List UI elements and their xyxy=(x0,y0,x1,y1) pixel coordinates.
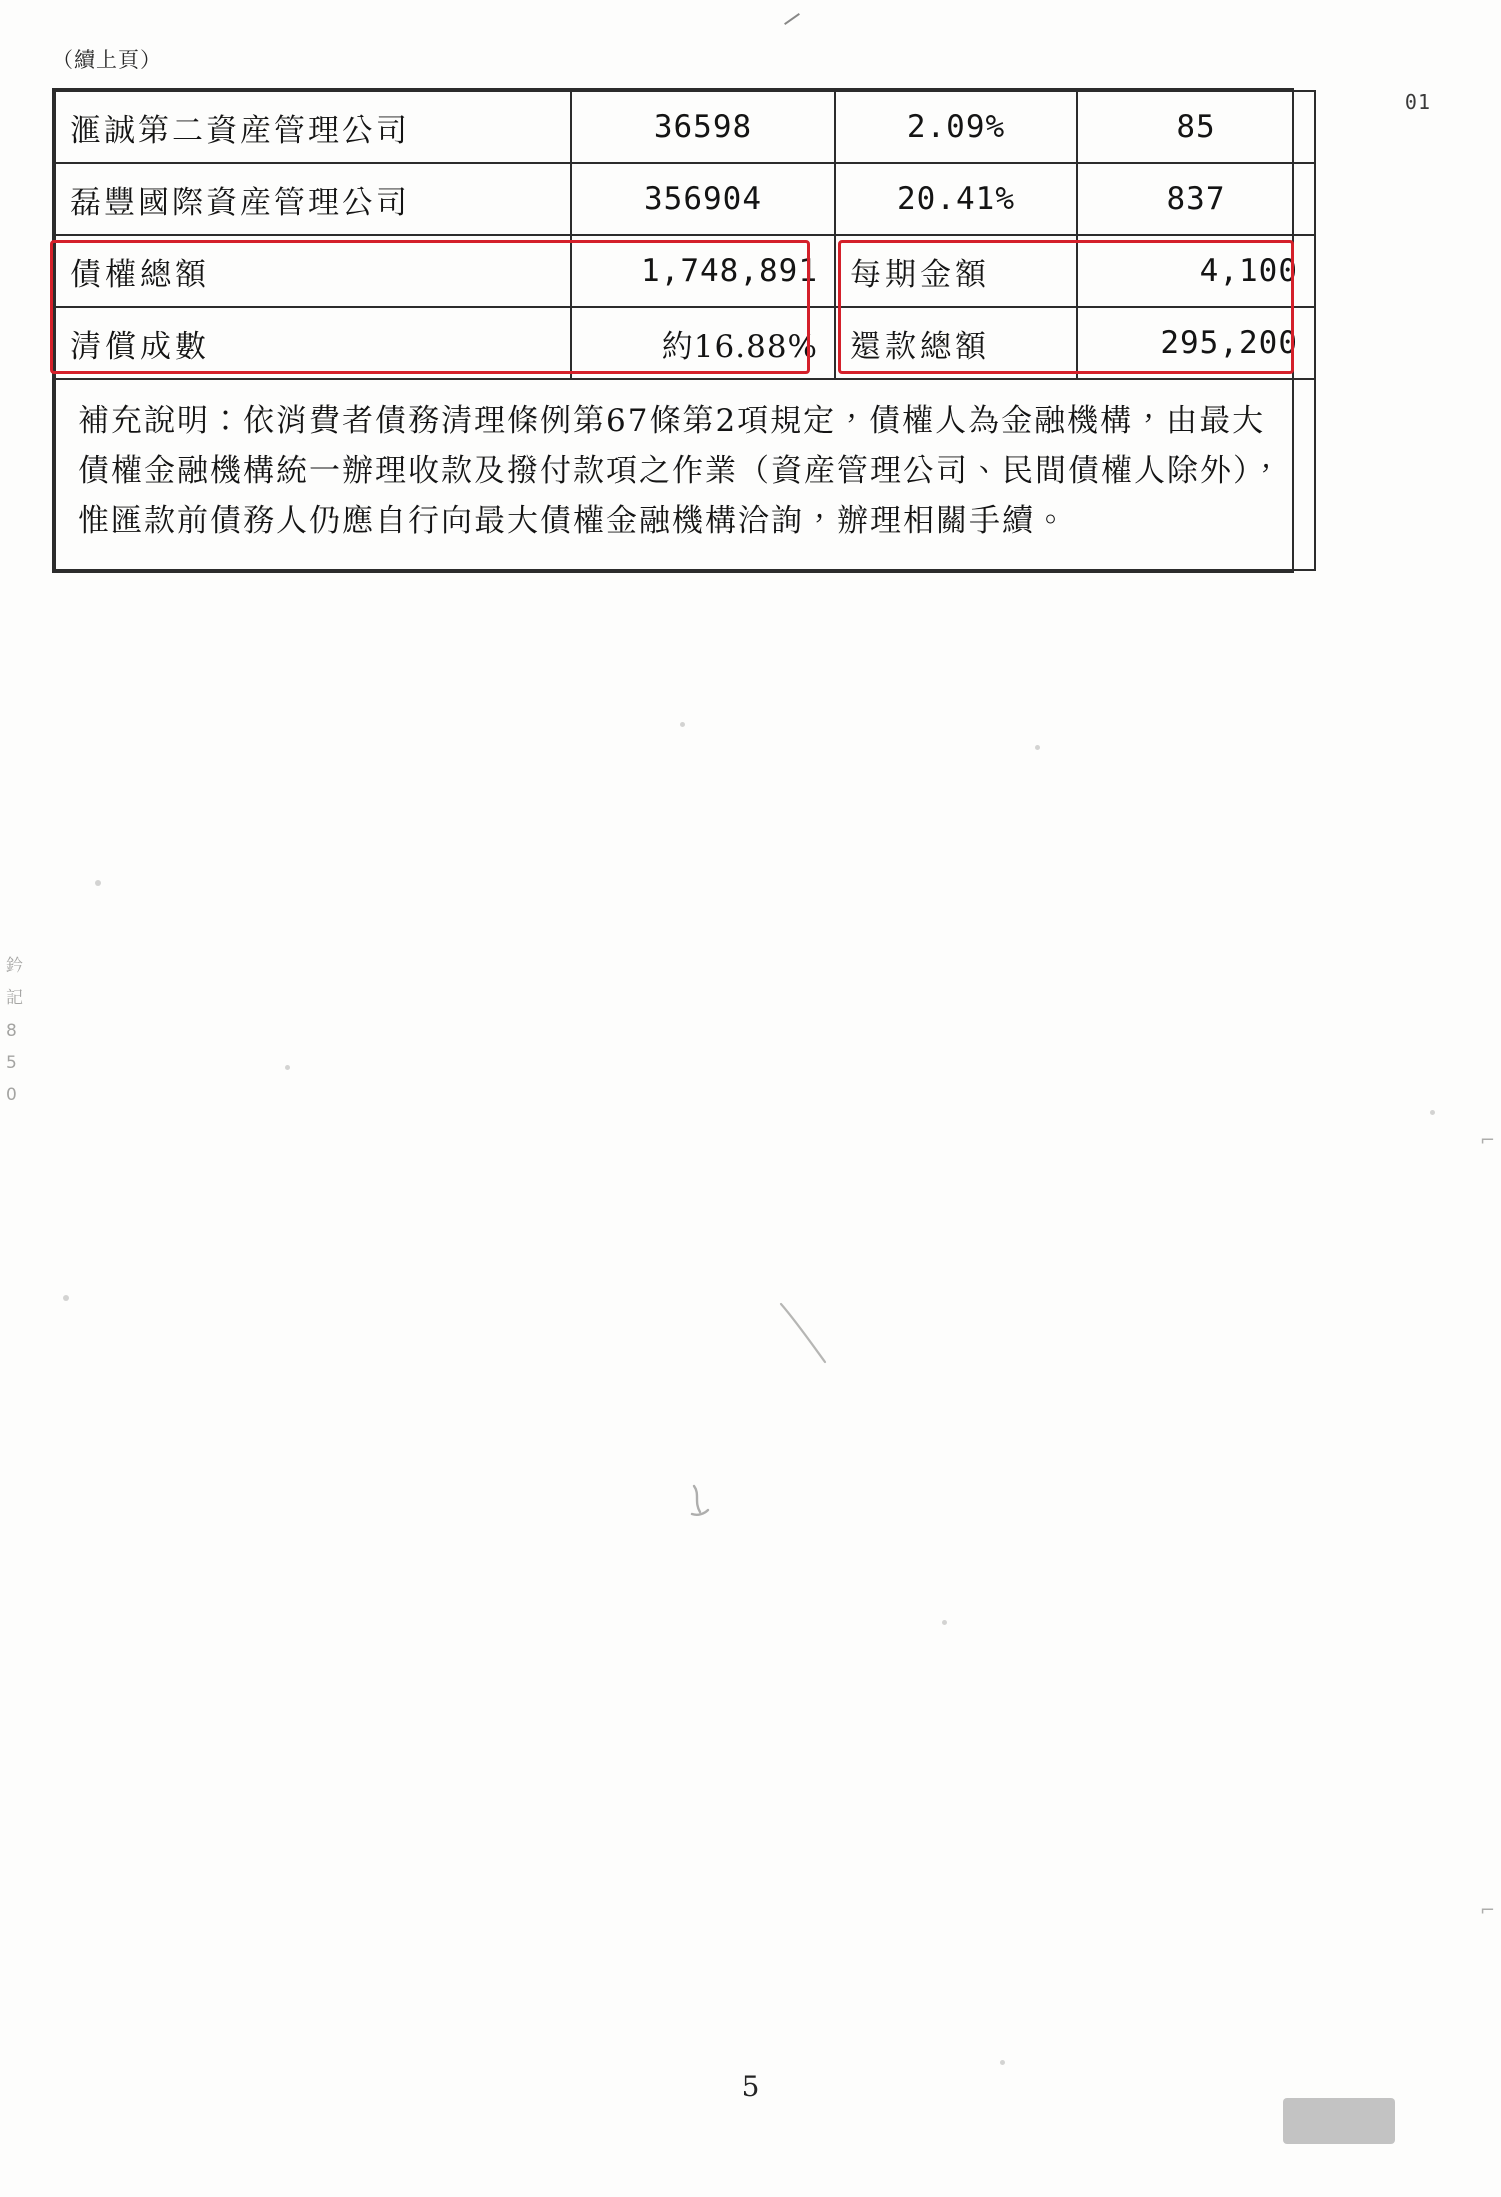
creditor-amount-cell: 36598 xyxy=(571,91,835,163)
total-claim-label: 債權總額 xyxy=(55,235,571,307)
repay-ratio-row xyxy=(55,307,1315,379)
creditor-percent-cell: 2.09% xyxy=(835,91,1077,163)
creditor-name-cell: 滙誠第二資産管理公司 xyxy=(55,91,571,163)
edge-mark-lower: ⌐ xyxy=(1479,1900,1495,1921)
creditor-percent-cell: 20.41% xyxy=(835,163,1077,235)
edge-mark-upper: ⌐ xyxy=(1479,1130,1495,1151)
note-row xyxy=(55,379,1315,570)
repay-ratio-label: 清償成數 xyxy=(55,307,571,379)
scan-corner-tick xyxy=(784,13,800,25)
creditor-summary-table xyxy=(52,88,1298,573)
creditor-count-cell: 85 xyxy=(1077,91,1315,163)
total-claim-row xyxy=(55,235,1315,307)
table-row xyxy=(55,163,1315,235)
scan-artifact-block xyxy=(1283,2098,1395,2144)
page-corner-mark: 01 xyxy=(1404,90,1431,114)
repay-ratio-value: 約16.88% xyxy=(571,307,835,379)
repay-total-label: 還款總額 xyxy=(835,307,1077,379)
supplementary-note: 補充說明：依消費者債務清理條例第67條第2項規定，債權人為金融機構，由最大債權金融機構統一辦理收款及撥付款項之作業（資産管理公司、民間債權人除外），惟匯款前債務人仍應自行向最大債權金融機構洽詢，辦理相關手續。 xyxy=(55,379,1315,570)
table-row xyxy=(55,91,1315,163)
total-claim-value: 1,748,891 xyxy=(571,235,835,307)
pen-stroke-mark xyxy=(775,1300,835,1370)
page-number: 5 xyxy=(741,2070,760,2103)
per-period-label: 每期金額 xyxy=(835,235,1077,307)
creditor-amount-cell: 356904 xyxy=(571,163,835,235)
margin-handwriting: 鈐 記 8 5 0 xyxy=(6,956,23,1106)
creditor-count-cell: 837 xyxy=(1077,163,1315,235)
repay-total-value: 295,200 xyxy=(1077,307,1315,379)
pen-smudge-mark xyxy=(680,1480,720,1528)
creditor-name-cell: 磊豐國際資産管理公司 xyxy=(55,163,571,235)
continued-from-previous-page-label: （續上頁） xyxy=(52,48,162,72)
per-period-value: 4,100 xyxy=(1077,235,1315,307)
